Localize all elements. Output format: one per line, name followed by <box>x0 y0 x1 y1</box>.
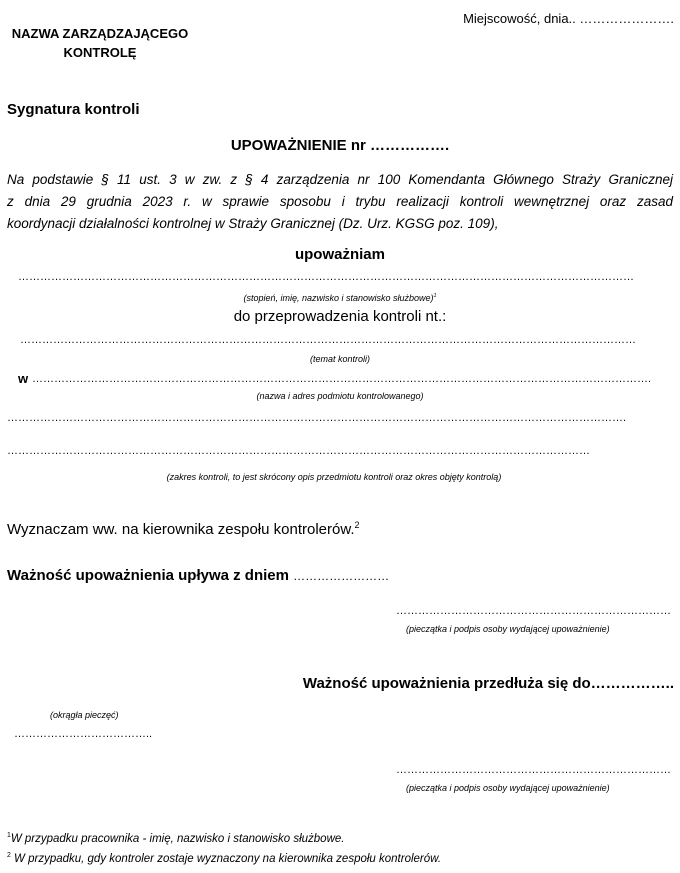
legal-basis <box>7 169 673 235</box>
footnote-1-text: W przypadku pracownika - imię, nazwisko i stanowisko służbowe. <box>10 833 345 845</box>
in-label: w <box>18 371 29 386</box>
to-conduct: do przeprowadzenia kontroli nt.: <box>233 308 447 325</box>
org-name-line2: KONTROLĘ <box>63 45 137 60</box>
signature2-caption: (pieczątka i podpis osoby wydającej upoważnienie) <box>406 783 610 793</box>
legal-basis-line2: z dnia 29 grudnia 2023 r. w sprawie sposobu i trybu realizacji kontroli wewnętrznej oraz zasad <box>7 194 673 209</box>
scope-dots-1[interactable]: ……………………………………………………………………………………………………………………………………………………. <box>7 412 627 424</box>
person-caption-text: (stopień, imię, nazwisko i stanowisko służbowe) <box>243 293 434 303</box>
authorize-word: upoważniam <box>294 246 385 263</box>
validity-dots[interactable]: …………………… <box>293 569 390 583</box>
topic-dots[interactable]: …………………………………………………………………………………………………………………………………………………… <box>20 334 636 346</box>
org-name <box>0 24 200 62</box>
footnote-1 <box>7 833 344 845</box>
scope-caption: (zakres kontroli, to jest skrócony opis przedmiotu kontroli oraz okres objęty kontrolą) <box>166 472 502 482</box>
place-date: Miejscowość, dnia.. …………………. <box>463 11 674 26</box>
signature1-dots[interactable]: ………………………………………………………………… <box>396 605 671 617</box>
topic-caption: (temat kontroli) <box>309 354 371 364</box>
validity-row <box>7 567 389 584</box>
team-lead-sentence: Wyznaczam ww. na kierownika zespołu kontrolerów. <box>7 521 355 538</box>
round-stamp-caption: (okrągła pieczęć) <box>50 710 119 720</box>
team-lead-text <box>7 521 360 538</box>
extension-label: Ważność upoważnienia przedłuża się do…………….. <box>302 675 674 692</box>
footnote-2-text: W przypadku, gdy kontroler zostaje wyznaczony na kierownika zespołu kontrolerów. <box>10 853 442 865</box>
footnote-ref-2: 2 <box>354 520 360 530</box>
footnote-2 <box>7 853 441 865</box>
footnote-1-number: 1 <box>7 832 11 840</box>
entity-caption: (nazwa i adres podmiotu kontrolowanego) <box>256 391 424 401</box>
person-caption <box>0 293 680 303</box>
legal-basis-line1: Na podstawie § 11 ust. 3 w zw. z § 4 zarządzenia nr 100 Komendanta Głównego Straży Granicznej <box>7 172 673 187</box>
footnote-ref-1: 1 <box>433 293 437 299</box>
signature1-caption: (pieczątka i podpis osoby wydającej upoważnienie) <box>406 624 610 634</box>
document-title: UPOWAŻNIENIE nr ……………. <box>230 137 450 154</box>
legal-basis-line3: koordynacji działalności kontrolnej w Straży Granicznej (Dz. Urz. KGSG poz. 109), <box>7 216 499 231</box>
footnote-2-number: 2 <box>7 852 11 860</box>
signature-label: Sygnatura kontroli <box>7 101 140 118</box>
org-name-line1: NAZWA ZARZĄDZAJĄCEGO <box>11 26 189 41</box>
round-stamp-dots[interactable]: ……………………………….. <box>14 728 153 740</box>
person-dots[interactable]: …………………………………………………………………………………………………………………………………………………… <box>18 271 634 283</box>
signature2-dots[interactable]: ………………………………………………………………… <box>396 764 671 776</box>
validity-label: Ważność upoważnienia upływa z dniem <box>7 567 289 584</box>
scope-dots-2[interactable]: …………………………………………………………………………………………………………………………………………… <box>7 445 590 457</box>
entity-dots[interactable]: ……………………………………………………………………………………………………………………………………………………. <box>32 373 652 385</box>
